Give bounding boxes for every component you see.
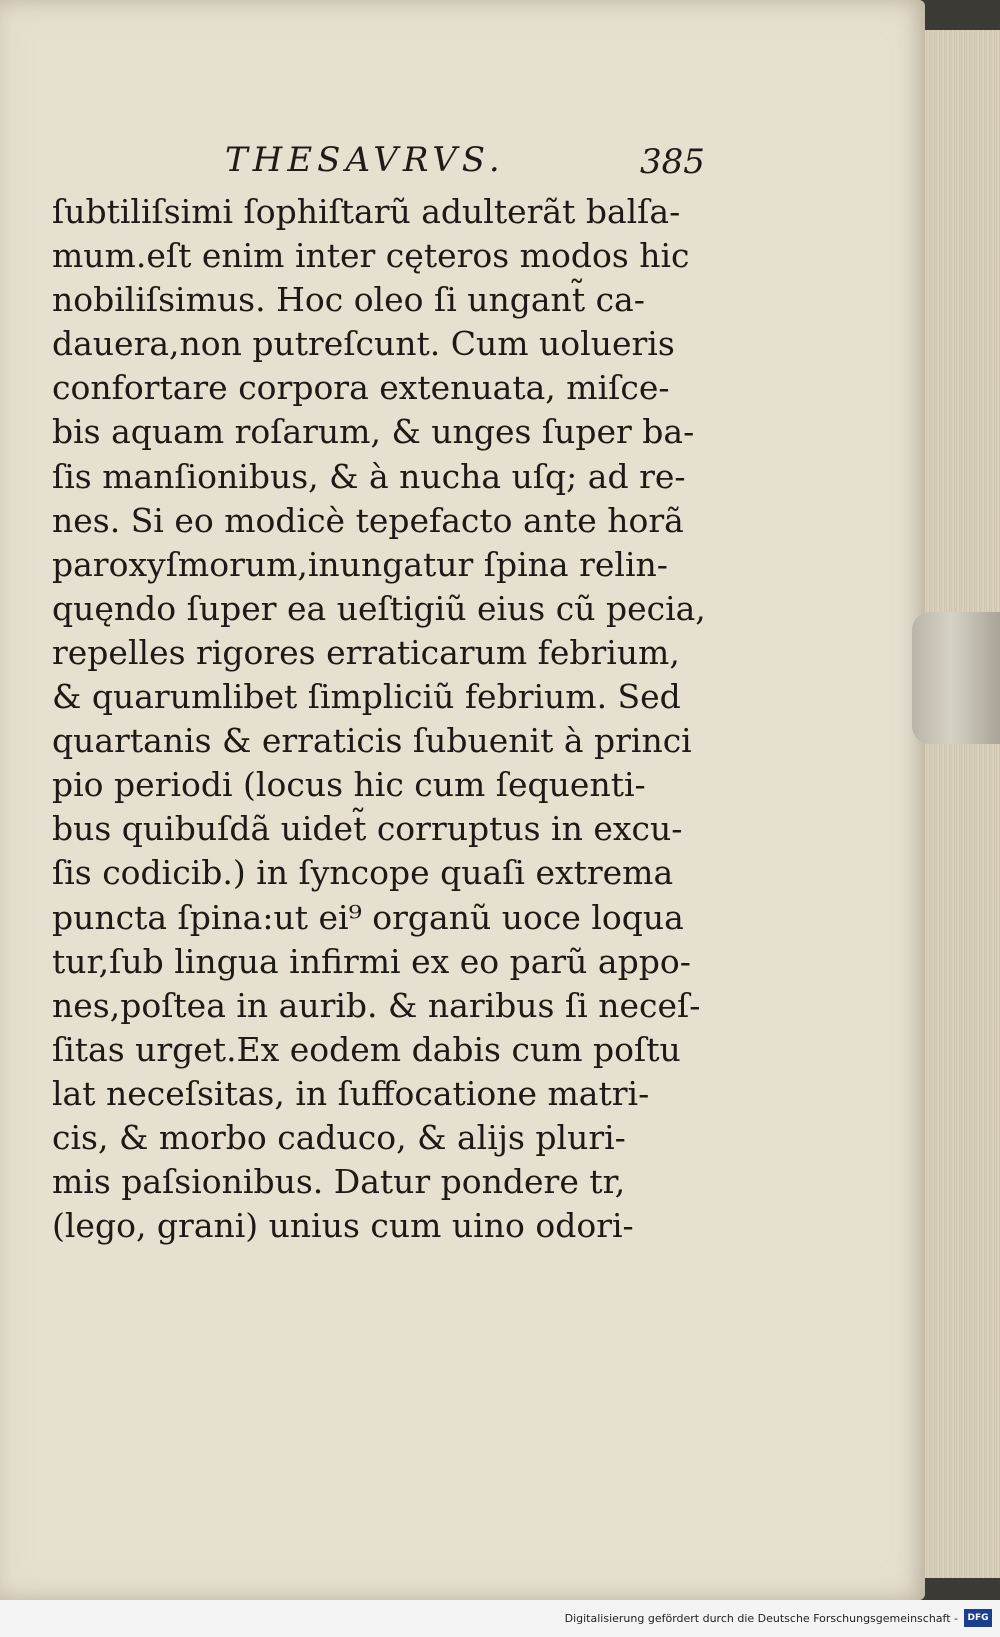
running-head: THESAVRVS. xyxy=(225,140,505,180)
text-line: dauera,non putreſcunt. Cum uolueris xyxy=(52,324,675,364)
text-line: bus quibuſdã uidet̃ corruptus in excu- xyxy=(52,809,683,849)
page-clip xyxy=(912,612,1000,744)
page-number: 385 xyxy=(640,142,705,182)
text-line: (lego, grani) unius cum uino odori- xyxy=(52,1206,634,1246)
text-line: quęndo ſuper ea ueſtigiũ eius cũ pecia, xyxy=(52,588,706,628)
text-line: nes,poſtea in aurib. & naribus ſi neceſ- xyxy=(52,985,701,1025)
text-line: bis aquam roſarum, & unges ſuper ba- xyxy=(52,412,695,452)
text-line: nes. Si eo modicè tepefacto ante horã xyxy=(52,500,684,540)
text-line: nobiliſsimus. Hoc oleo ſi ungant̃ ca- xyxy=(52,280,645,320)
text-line: puncta ſpina:ut ei⁹ organũ uoce loqua xyxy=(52,897,684,937)
text-line: mis paſsionibus. Datur pondere tr, xyxy=(52,1162,626,1202)
page-edges xyxy=(925,30,1000,1578)
digitization-credit: Digitalisierung gefördert durch die Deutsche Forschungsgemeinschaft - xyxy=(564,1612,958,1625)
text-line: paroxyſmorum,inungatur ſpina relin- xyxy=(52,544,668,584)
text-line: cis, & morbo caduco, & alijs pluri- xyxy=(52,1117,626,1157)
text-line: ſitas urget.Ex eodem dabis cum poſtu xyxy=(52,1029,681,1069)
text-line: tur,ſub lingua infirmi ex eo parũ appo- xyxy=(52,941,691,981)
text-line: repelles rigores erraticarum febrium, xyxy=(52,632,680,672)
text-line: & quarumlibet ſimpliciũ febrium. Sed xyxy=(52,677,681,717)
text-line: pio periodi (locus hic cum ſequenti- xyxy=(52,765,646,805)
text-line: mum.eſt enim inter cęteros modos hic xyxy=(52,236,690,276)
text-line: ſis manſionibus, & à nucha uſq; ad re- xyxy=(52,456,686,496)
text-line: lat neceſsitas, in ſuffocatione matri- xyxy=(52,1073,650,1113)
text-line: ſis codicib.) in ſyncope quaſi extrema xyxy=(52,853,674,893)
dfg-logo: DFG xyxy=(964,1609,992,1627)
text-line: quartanis & erraticis ſubuenit à princi xyxy=(52,721,692,761)
text-line: confortare corpora extenuata, miſce- xyxy=(52,368,670,408)
body-text xyxy=(52,190,706,1248)
text-line: ſubtiliſsimi ſophiſtarũ adulterãt balſa- xyxy=(52,192,681,231)
